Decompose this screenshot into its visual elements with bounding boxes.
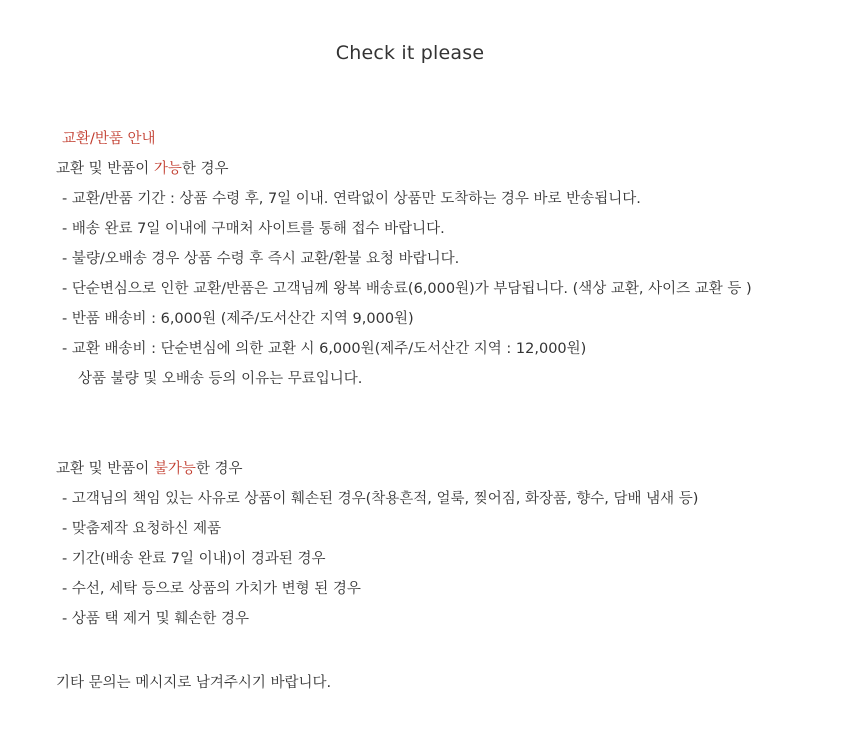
page-title: Check it please xyxy=(335,42,485,64)
impossible-item: - 수선, 세탁 등으로 상품의 가치가 변형 된 경우 xyxy=(62,581,361,597)
section-label: 교환/반품 안내 xyxy=(62,131,156,147)
possible-item: - 반품 배송비 : 6,000원 (제주/도서산간 지역 9,000원) xyxy=(62,311,414,327)
possible-item: - 교환/반품 기간 : 상품 수령 후, 7일 이내. 연락없이 상품만 도착하는 경우 바로 반송됩니다. xyxy=(62,191,641,207)
possible-item: - 교환 배송비 : 단순변심에 의한 교환 시 6,000원(제주/도서산간 지역 : 12,000원) xyxy=(62,341,587,357)
impossible-heading-prefix: 교환 및 반품이 xyxy=(56,461,154,477)
possible-item: - 단순변심으로 인한 교환/반품은 고객님께 왕복 배송료(6,000원)가 부담됩니다. (색상 교환, 사이즈 교환 등 ) xyxy=(62,281,752,297)
possible-item: - 배송 완료 7일 이내에 구매처 사이트를 통해 접수 바랍니다. xyxy=(62,221,445,237)
possible-item-continuation: 상품 불량 및 오배송 등의 이유는 무료입니다. xyxy=(78,371,363,387)
impossible-item: - 상품 택 제거 및 훼손한 경우 xyxy=(62,611,249,627)
impossible-item: - 기간(배송 완료 7일 이내)이 경과된 경우 xyxy=(62,551,326,567)
possible-heading-highlight: 가능 xyxy=(153,161,182,177)
impossible-heading xyxy=(56,454,846,484)
impossible-heading-highlight: 불가능 xyxy=(153,461,196,477)
impossible-item: - 고객님의 책임 있는 사유로 상품이 훼손된 경우(착용흔적, 얼룩, 찢어짐, 화장품, 향수, 담배 냄새 등) xyxy=(62,491,699,507)
footer-note: 기타 문의는 메시지로 남겨주시기 바랍니다. xyxy=(56,675,332,691)
possible-item: - 불량/오배송 경우 상품 수령 후 즉시 교환/환불 요청 바랍니다. xyxy=(62,251,460,267)
impossible-heading-suffix: 한 경우 xyxy=(195,461,243,477)
footer-spacer xyxy=(56,634,846,668)
possible-heading xyxy=(56,154,846,184)
impossible-item: - 맞춤제작 요청하신 제품 xyxy=(62,521,222,537)
section-spacer xyxy=(56,394,846,454)
policy-content xyxy=(56,124,846,698)
possible-heading-prefix: 교환 및 반품이 xyxy=(56,161,154,177)
possible-heading-suffix: 한 경우 xyxy=(181,161,229,177)
